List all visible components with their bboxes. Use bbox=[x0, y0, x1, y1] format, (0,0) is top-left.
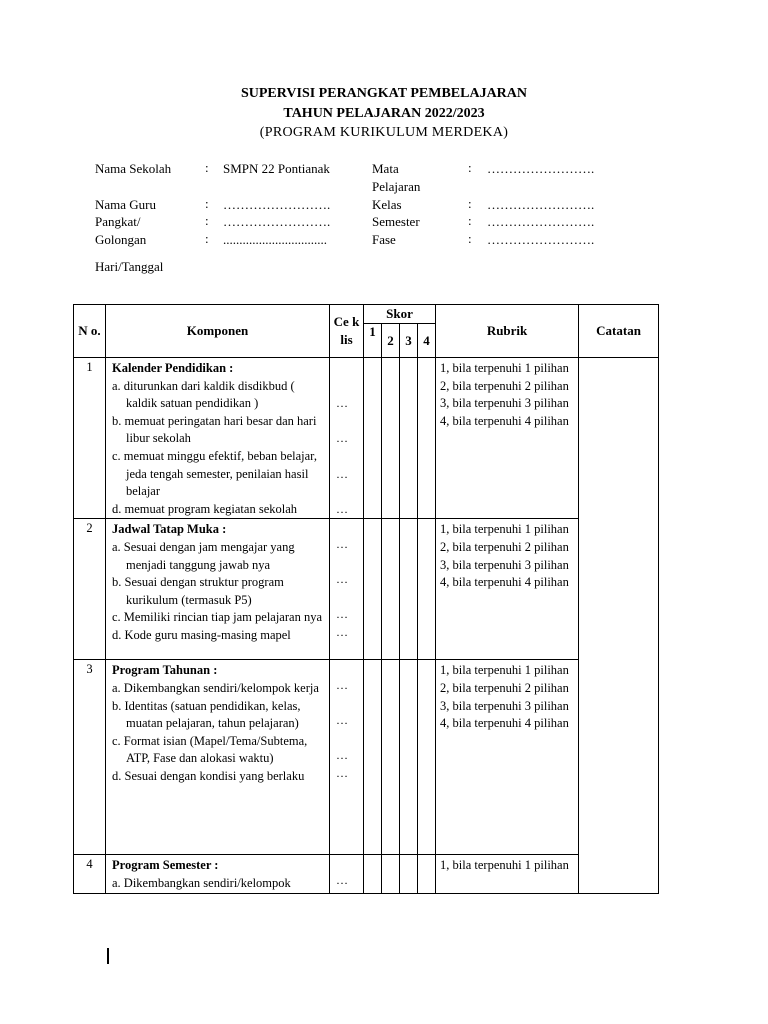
skor-cell[interactable] bbox=[382, 855, 400, 893]
komponen-item: d. Kode guru masing-masing mapel bbox=[112, 627, 291, 642]
colon: : bbox=[205, 160, 209, 175]
rubrik-cell bbox=[436, 660, 579, 855]
kelas-label: Kelas bbox=[372, 197, 402, 212]
rubrik-item: 1, bila terpenuhi 1 pilihan bbox=[440, 522, 569, 537]
table-row bbox=[74, 519, 659, 660]
skor-cell[interactable] bbox=[400, 519, 418, 660]
header-catatan: Catatan bbox=[579, 305, 659, 358]
kelas-value: ……………………. bbox=[487, 197, 595, 212]
rubrik-cell bbox=[436, 519, 579, 660]
rubrik-item: 1, bila terpenuhi 1 pilihan bbox=[440, 361, 569, 375]
komponen-item: c. Memiliki rincian tiap jam pelajaran nya bbox=[112, 610, 322, 625]
komponen-item: a. Dikembangkan sendiri/kelompok bbox=[112, 875, 291, 890]
skor-cell[interactable] bbox=[364, 519, 382, 660]
ceklis-dots: … bbox=[336, 467, 348, 481]
skor-cell[interactable] bbox=[400, 855, 418, 893]
skor-cell[interactable] bbox=[418, 358, 436, 519]
ceklis-dots: … bbox=[336, 748, 348, 763]
ceklis-cell[interactable] bbox=[330, 358, 364, 519]
komponen-item: c. memuat minggu efektif, beban belajar, jeda tengah semester, penilaian hasil belajar bbox=[112, 448, 317, 499]
ceklis-dots: … bbox=[336, 572, 348, 587]
rubrik-item: 3, bila terpenuhi 3 pilihan bbox=[440, 557, 569, 572]
rubrik-item: 1, bila terpenuhi 1 pilihan bbox=[440, 858, 569, 873]
skor-cell[interactable] bbox=[364, 660, 382, 855]
mapel-label-1: Mata bbox=[372, 161, 399, 176]
pangkat-label: Pangkat/ bbox=[95, 214, 141, 229]
colon: : bbox=[468, 196, 472, 211]
komponen-item: a. Dikembangkan sendiri/kelompok kerja bbox=[112, 680, 319, 695]
header-skor: Skor bbox=[364, 305, 436, 324]
row-number: 4 bbox=[74, 855, 106, 893]
komponen-cell bbox=[106, 855, 330, 893]
ceklis-cell[interactable] bbox=[330, 855, 364, 893]
rubrik-item: 4, bila terpenuhi 4 pilihan bbox=[440, 413, 569, 428]
nama-guru-label: Nama Guru bbox=[95, 197, 157, 212]
komponen-heading: Jadwal Tatap Muka : bbox=[112, 522, 227, 537]
rubrik-item: 1, bila terpenuhi 1 pilihan bbox=[440, 663, 569, 678]
row-number: 1 bbox=[74, 358, 106, 519]
komponen-cell bbox=[106, 358, 330, 519]
golongan-value: ................................ bbox=[223, 232, 327, 247]
ceklis-dots: … bbox=[336, 607, 348, 622]
table-row bbox=[74, 660, 659, 855]
doc-subtitle: (PROGRAM KURIKULUM MERDEKA) bbox=[259, 125, 509, 140]
header-skor-3: 3 bbox=[400, 324, 418, 358]
skor-cell[interactable] bbox=[382, 660, 400, 855]
header-skor-2: 2 bbox=[382, 324, 400, 358]
header-komponen: Komponen bbox=[106, 305, 330, 358]
semester-label: Semester bbox=[372, 214, 420, 229]
skor-cell[interactable] bbox=[364, 358, 382, 519]
komponen-item: d. Sesuai dengan kondisi yang berlaku bbox=[112, 768, 305, 783]
komponen-cell bbox=[106, 660, 330, 855]
rubrik-item: 2, bila terpenuhi 2 pilihan bbox=[440, 680, 569, 695]
catatan-cell[interactable] bbox=[579, 358, 659, 894]
pangkat-value: ……………………. bbox=[223, 214, 331, 229]
rubrik-cell bbox=[436, 855, 579, 893]
table-row bbox=[74, 855, 659, 893]
rubrik-item: 3, bila terpenuhi 3 pilihan bbox=[440, 698, 569, 713]
ceklis-dots: … bbox=[336, 873, 348, 888]
ceklis-dots: … bbox=[336, 502, 348, 516]
komponen-item: d. memuat program kegiatan sekolah bbox=[112, 501, 298, 516]
ceklis-cell[interactable] bbox=[330, 660, 364, 855]
skor-cell[interactable] bbox=[418, 855, 436, 893]
ceklis-dots: … bbox=[336, 678, 348, 693]
ceklis-dots: … bbox=[336, 431, 348, 445]
rubrik-item: 4, bila terpenuhi 4 pilihan bbox=[440, 716, 569, 731]
text-cursor bbox=[107, 948, 109, 964]
row-number: 2 bbox=[74, 519, 106, 660]
rubrik-item: 3, bila terpenuhi 3 pilihan bbox=[440, 396, 569, 411]
colon: : bbox=[205, 196, 209, 211]
mapel-label-2: Pelajaran bbox=[372, 179, 421, 194]
skor-cell[interactable] bbox=[364, 855, 382, 893]
skor-cell[interactable] bbox=[382, 519, 400, 660]
golongan-label: Golongan bbox=[95, 232, 147, 247]
colon: : bbox=[205, 231, 209, 246]
colon: : bbox=[468, 213, 472, 228]
rubrik-cell bbox=[436, 358, 579, 519]
row-number: 3 bbox=[74, 660, 106, 855]
supervision-table bbox=[73, 304, 659, 894]
komponen-heading: Program Tahunan : bbox=[112, 663, 218, 678]
komponen-item: c. Format isian (Mapel/Tema/Subtema, ATP, Fase dan alokasi waktu) bbox=[112, 733, 308, 766]
semester-value: ……………………. bbox=[487, 214, 595, 229]
skor-cell[interactable] bbox=[400, 358, 418, 519]
rubrik-item: 4, bila terpenuhi 4 pilihan bbox=[440, 575, 569, 590]
komponen-item: b. memuat peringatan hari besar dan hari libur sekolah bbox=[112, 413, 317, 446]
komponen-item: b. Sesuai dengan struktur program kurikulum (termasuk P5) bbox=[112, 575, 284, 607]
header-skor-1: 1 bbox=[364, 324, 382, 358]
skor-cell[interactable] bbox=[418, 660, 436, 855]
fase-label: Fase bbox=[372, 232, 396, 247]
header-no: N o. bbox=[74, 305, 106, 358]
colon: : bbox=[205, 213, 209, 228]
skor-cell[interactable] bbox=[382, 358, 400, 519]
komponen-item: b. Identitas (satuan pendidikan, kelas, muatan pelajaran, tahun pelajaran) bbox=[112, 698, 301, 731]
colon: : bbox=[468, 231, 472, 246]
hari-tanggal-label: Hari/Tanggal bbox=[95, 259, 164, 274]
komponen-cell bbox=[106, 519, 330, 660]
colon: : bbox=[468, 160, 472, 175]
ceklis-dots: … bbox=[336, 396, 348, 410]
komponen-heading: Kalender Pendidikan : bbox=[112, 361, 234, 375]
skor-cell[interactable] bbox=[418, 519, 436, 660]
skor-cell[interactable] bbox=[400, 660, 418, 855]
ceklis-cell[interactable] bbox=[330, 519, 364, 660]
komponen-item: a. diturunkan dari kaldik disdikbud ( kaldik satuan pendidikan ) bbox=[112, 378, 295, 411]
fase-value: ……………………. bbox=[487, 232, 595, 247]
table-row bbox=[74, 358, 659, 519]
rubrik-item: 2, bila terpenuhi 2 pilihan bbox=[440, 539, 569, 554]
doc-title-line1: SUPERVISI PERANGKAT PEMBELAJARAN bbox=[240, 86, 528, 101]
header-rubrik: Rubrik bbox=[436, 305, 579, 358]
komponen-heading: Program Semester : bbox=[112, 858, 219, 873]
nama-guru-value: ……………………. bbox=[223, 197, 331, 212]
komponen-item: a. Sesuai dengan jam mengajar yang menjadi tanggung jawab nya bbox=[112, 539, 295, 572]
header-ceklis: Ce k lis bbox=[330, 305, 364, 358]
rubrik-item: 2, bila terpenuhi 2 pilihan bbox=[440, 378, 569, 393]
header-skor-4: 4 bbox=[418, 324, 436, 358]
ceklis-dots: … bbox=[336, 537, 348, 552]
ceklis-dots: … bbox=[336, 625, 348, 640]
nama-sekolah-value: SMPN 22 Pontianak bbox=[223, 161, 330, 176]
nama-sekolah-label: Nama Sekolah bbox=[95, 161, 172, 176]
ceklis-dots: … bbox=[336, 766, 348, 781]
doc-title-line2: TAHUN PELAJARAN 2022/2023 bbox=[283, 106, 485, 121]
ceklis-dots: … bbox=[336, 713, 348, 728]
mapel-value: ……………………. bbox=[487, 161, 595, 176]
